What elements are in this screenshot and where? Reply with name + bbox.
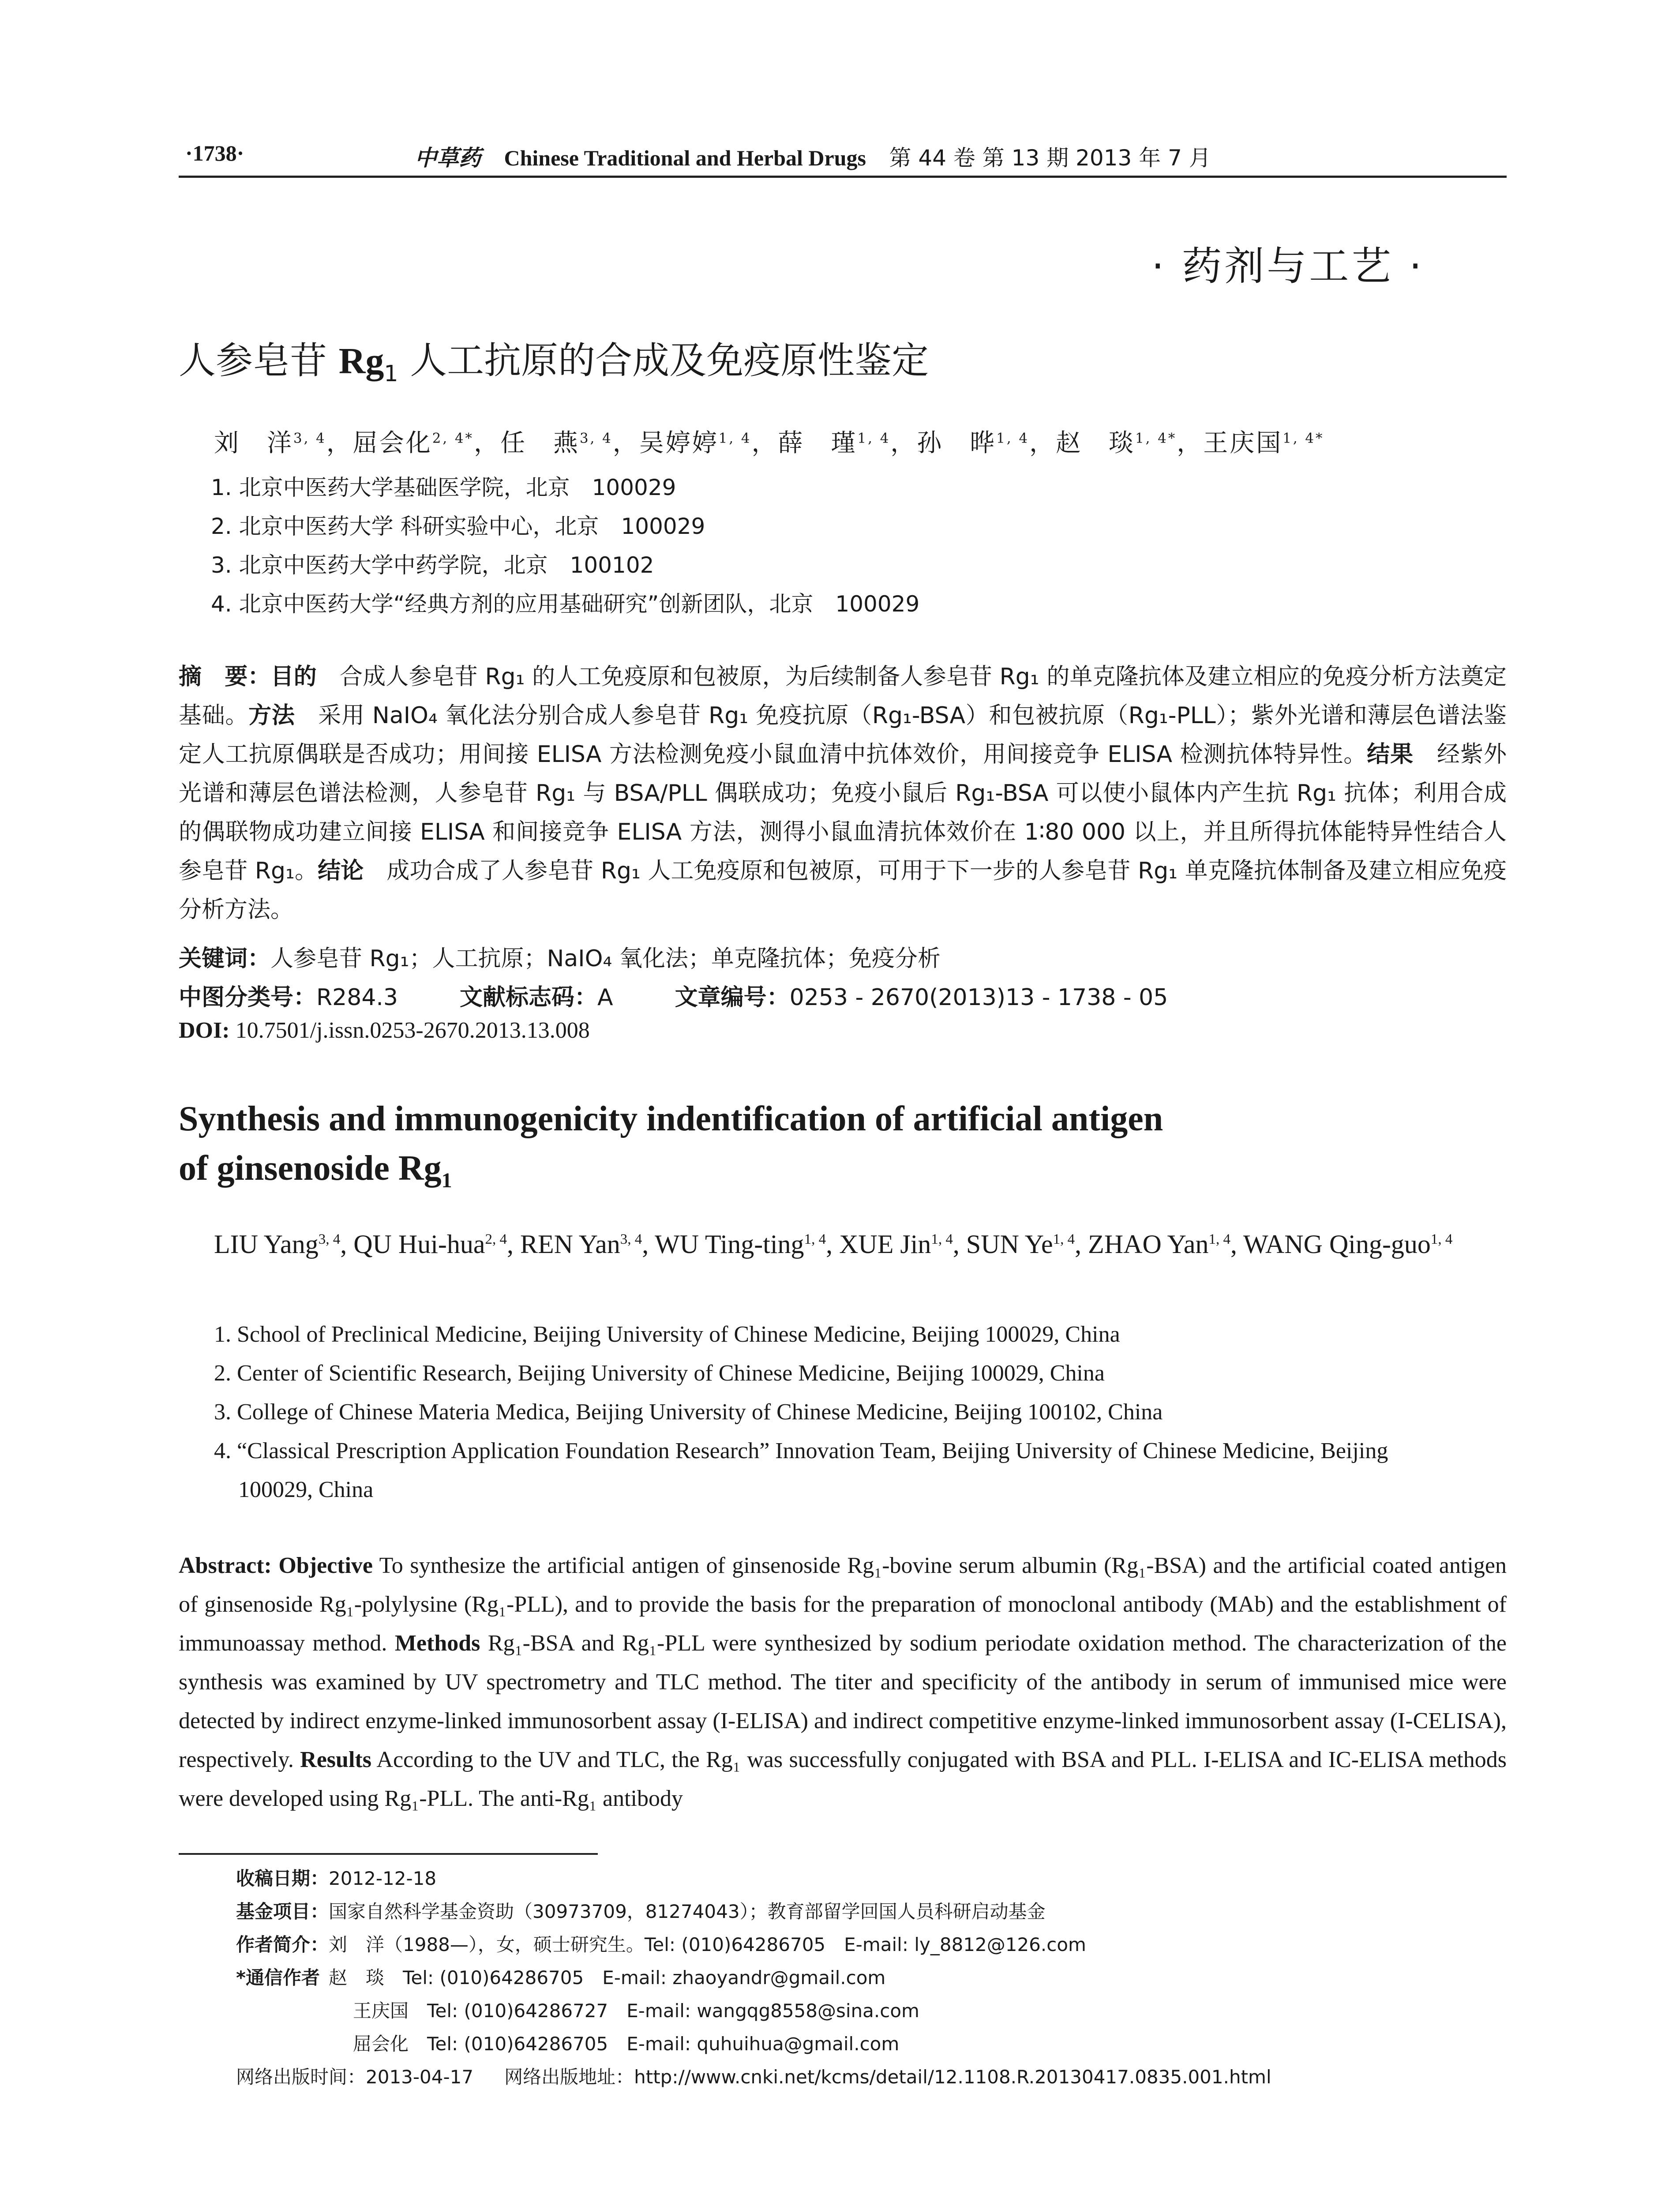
author: LIU Yang$^{3, 4}$, bbox=[214, 1230, 354, 1259]
footnote-online: 网络出版时间：2013-04-17 网络出版地址：http://www.cnki.net/kcms/detail/12.1108.R.20130417.0835.001.html bbox=[236, 2066, 1271, 2088]
author: REN Yan$^{3, 4}$, bbox=[520, 1230, 655, 1259]
title-part: 人参皂苷 bbox=[179, 339, 339, 382]
footnote-corresponding: 王庆国 Tel: (010)64286727 E-mail: wangqg8558@sina.com bbox=[353, 2000, 919, 2022]
doi-value: 10.7501/j.issn.0253-2670.2013.13.008 bbox=[235, 1018, 590, 1043]
journal-name-cn: 中草药 bbox=[415, 145, 481, 171]
results-text: 经紫外光谱和薄层色谱法检测，人参皂苷 Rg₁ 与 BSA/PLL 偶联成功；免疫小鼠后 Rg₁-BSA 可以使小鼠体内产生抗 Rg₁ 抗体；利用合成的偶联物成功建立间接 ELISA 和间接竞争 ELISA 方法，测得小鼠血清抗体效价在 1∶80 000 以上，并且所得抗体能特异性结合人参皂苷 Rg₁。 bbox=[179, 741, 1507, 884]
en-affiliation: 1. School of Preclinical Medicine, Beijing University of Chinese Medicine, Beijing 100029, China bbox=[214, 1322, 1120, 1347]
author: 薛 瑾$^{1, 4}$， bbox=[778, 429, 917, 458]
author: 屈会化$^{2, 4*}$， bbox=[352, 429, 500, 458]
article-number-label: 文章编号： bbox=[675, 984, 790, 1011]
author: 任 燕$^{3, 4}$， bbox=[500, 429, 639, 458]
author: 孙 晔$^{1, 4}$， bbox=[917, 429, 1056, 458]
doc-code-value: A bbox=[597, 984, 613, 1011]
journal-issue: 第 44 卷 第 13 期 2013 年 7 月 bbox=[889, 145, 1211, 171]
english-abstract bbox=[179, 1546, 1507, 1818]
results-label: Results bbox=[300, 1747, 371, 1772]
page-number: ·1738· bbox=[185, 141, 244, 165]
en-affiliation: 100029, China bbox=[238, 1477, 374, 1502]
cn-affiliation: 2. 北京中医药大学 科研实验中心，北京 100029 bbox=[211, 514, 705, 539]
chinese-authors bbox=[214, 424, 1324, 459]
english-title bbox=[179, 1094, 1163, 1193]
title-line: Synthesis and immunogenicity indentification of artificial antigen bbox=[179, 1099, 1163, 1138]
chinese-title bbox=[179, 331, 929, 384]
en-affiliation: 4. “Classical Prescription Application Foundation Research” Innovation Team, Beijing University of Chinese Medicine, Beijing bbox=[214, 1438, 1388, 1463]
objective-text: To synthesize the artificial antigen of ginsenoside Rg₁-bovine serum albumin (Rg₁-BSA) and the artificial coated antigen of ginsenoside Rg₁-polylysine (Rg₁-PLL), and to provide the basis for the preparation of monoclonal antibody (MAb) and the establishment of immunoassay method. bbox=[179, 1553, 1507, 1656]
keywords bbox=[179, 940, 941, 973]
methods-text: Rg₁-BSA and Rg₁-PLL were synthesized by sodium periodate oxidation method. The characterization of the synthesis was examined by UV spectrometry and TLC method. The titer and specificity of the antibody in serum of immunised mice were detected by indirect enzyme-linked immunosorbent assay (I-ELISA) and indirect competitive enzyme-linked immunosorbent assay (I-CELISA), respectively. bbox=[179, 1631, 1507, 1772]
english-authors bbox=[214, 1224, 1507, 1264]
journal-name-en: Chinese Traditional and Herbal Drugs bbox=[504, 146, 866, 170]
en-affiliation: 2. Center of Scientific Research, Beijing University of Chinese Medicine, Beijing 100029, China bbox=[214, 1361, 1105, 1386]
objective-label: 目的 bbox=[270, 664, 317, 690]
author: WU Ting-ting$^{1, 4}$, bbox=[655, 1230, 840, 1259]
footnote-received: 收稿日期：2012-12-18 bbox=[236, 1868, 437, 1889]
clc-value: R284.3 bbox=[316, 984, 398, 1011]
methods-text: 采用 NaIO₄ 氧化法分别合成人参皂苷 Rg₁ 免疫抗原（Rg₁-BSA）和包被抗原（Rg₁-PLL）；紫外光谱和薄层色谱法鉴定人工抗原偶联是否成功；用间接 ELISA 方法检测免疫小鼠血清中抗体效价，用间接竞争 ELISA 检测抗体特异性。 bbox=[179, 702, 1507, 768]
chinese-abstract bbox=[179, 657, 1507, 929]
results-label: 结果 bbox=[1367, 741, 1414, 768]
doi-label: DOI: bbox=[179, 1018, 230, 1043]
header-rule bbox=[179, 176, 1507, 178]
cn-affiliation: 1. 北京中医药大学基础医学院，北京 100029 bbox=[211, 475, 676, 500]
title-part: 人工抗原的合成及免疫原性鉴定 bbox=[398, 339, 929, 382]
author: SUN Ye$^{1, 4}$, bbox=[966, 1230, 1088, 1259]
footnote-rule bbox=[179, 1853, 598, 1855]
objective-text: 合成人参皂苷 Rg₁ 的人工免疫原和包被原，为后续制备人参皂苷 Rg₁ 的单克隆抗体及建立相应的免疫分析方法奠定基础。 bbox=[179, 664, 1507, 729]
footnote-fund: 基金项目：国家自然科学基金资助（30973709，81274043）；教育部留学回国人员科研启动基金 bbox=[236, 1901, 1046, 1922]
abstract-label: Abstract: Objective bbox=[179, 1553, 373, 1578]
doc-code-label: 文献标志码： bbox=[460, 984, 598, 1011]
author: WANG Qing-guo$^{1, 4}$ bbox=[1243, 1230, 1453, 1259]
section-label: · 药剂与工艺 · bbox=[1151, 243, 1425, 289]
conclusion-label: 结论 bbox=[318, 858, 364, 884]
title-subscript: 1 bbox=[384, 360, 398, 386]
en-affiliation: 3. College of Chinese Materia Medica, Beijing University of Chinese Medicine, Beijing 100102, China bbox=[214, 1399, 1163, 1425]
keywords-label: 关键词： bbox=[179, 945, 271, 972]
online-url-link: http://www.cnki.net/kcms/detail/12.1108.R.20130417.0835.001.html bbox=[634, 2066, 1271, 2088]
author: 赵 琰$^{1, 4*}$， bbox=[1056, 429, 1204, 458]
abstract-label: 摘 要： bbox=[179, 664, 271, 690]
keywords-text: 人参皂苷 Rg₁；人工抗原；NaIO₄ 氧化法；单克隆抗体；免疫分析 bbox=[270, 945, 941, 972]
methods-label: Methods bbox=[394, 1631, 480, 1656]
cn-affiliation: 3. 北京中医药大学中药学院，北京 100102 bbox=[211, 552, 654, 578]
footnote-author: 作者简介：刘 洋（1988—），女，硕士研究生。Tel: (010)64286705 E-mail: ly_8812@126.com bbox=[236, 1934, 1086, 1955]
author: XUE Jin$^{1, 4}$, bbox=[839, 1230, 966, 1259]
author: 刘 洋$^{3, 4}$， bbox=[214, 429, 353, 458]
methods-label: 方法 bbox=[248, 702, 295, 729]
author: QU Hui-hua$^{2, 4}$, bbox=[353, 1230, 520, 1259]
author: 王庆国$^{1, 4*}$ bbox=[1203, 429, 1324, 458]
title-compound: Rg bbox=[338, 341, 384, 382]
clc-label: 中图分类号： bbox=[179, 984, 317, 1011]
article-number-value: 0253 - 2670(2013)13 - 1738 - 05 bbox=[789, 984, 1168, 1011]
author: 吴婷婷$^{1, 4}$， bbox=[639, 429, 778, 458]
author: ZHAO Yan$^{1, 4}$, bbox=[1088, 1230, 1243, 1259]
doi-line bbox=[179, 1017, 590, 1043]
journal-header bbox=[415, 140, 1211, 172]
cn-affiliation: 4. 北京中医药大学“经典方剂的应用基础研究”创新团队，北京 100029 bbox=[211, 591, 920, 617]
footnote-corresponding: 屈会化 Tel: (010)64286705 E-mail: quhuihua@gmail.com bbox=[353, 2033, 900, 2055]
conclusion-text: 成功合成了人参皂苷 Rg₁ 人工免疫原和包被原，可用于下一步的人参皂苷 Rg₁ 单克隆抗体制备及建立相应免疫分析方法。 bbox=[179, 858, 1507, 923]
results-text: According to the UV and TLC, the Rg₁ was successfully conjugated with BSA and PLL. I-ELISA and IC-ELISA methods were developed using Rg₁-PLL. The anti-Rg₁ antibody bbox=[179, 1747, 1507, 1811]
classification-line bbox=[179, 979, 1168, 1012]
footnote-corresponding: *通信作者 赵 琰 Tel: (010)64286705 E-mail: zhaoyandr@gmail.com bbox=[236, 1967, 886, 1988]
title-line: of ginsenoside $Rg_1$ bbox=[179, 1149, 452, 1192]
